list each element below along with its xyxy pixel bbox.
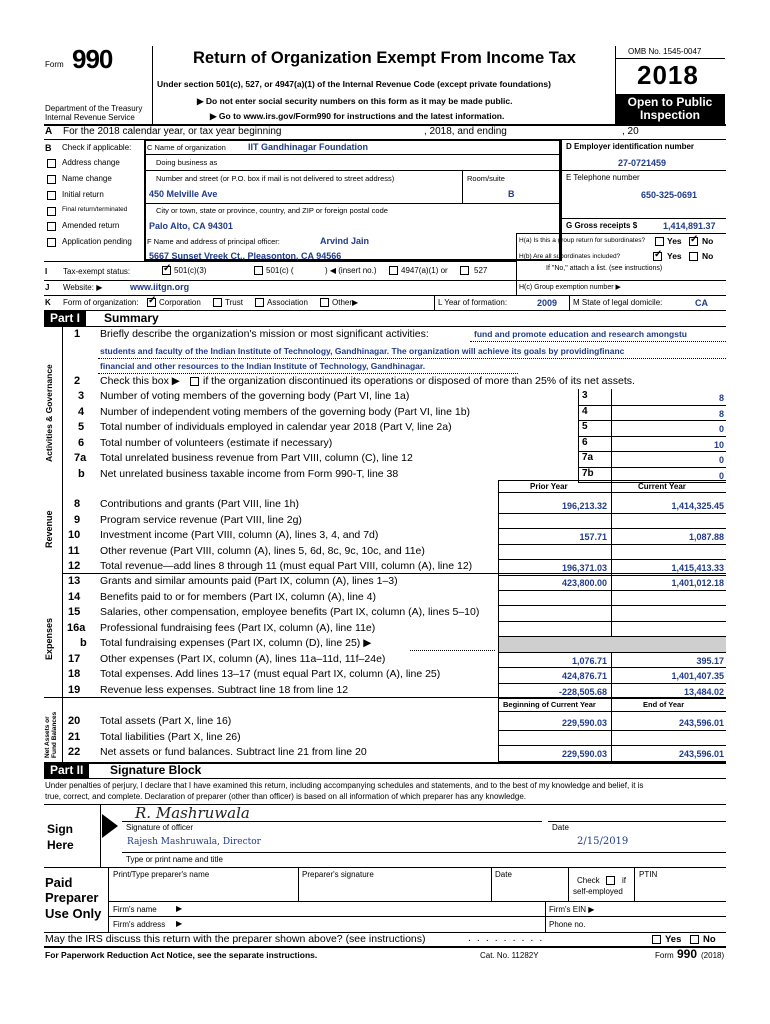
status-4947: 4947(a)(1) or <box>401 266 448 275</box>
self-employed-label: self-employed <box>573 887 623 896</box>
sign-date: 2/15/2019 <box>577 836 629 847</box>
preparer-name-label: Print/Type preparer's name <box>113 870 210 879</box>
h-a-yes-checkbox[interactable] <box>655 237 664 246</box>
status-501c3-checkbox[interactable] <box>162 266 171 275</box>
org-corporation: Corporation <box>159 298 201 307</box>
line-num: 21 <box>68 730 81 743</box>
website-value[interactable]: www.iitgn.org <box>130 282 190 292</box>
phone-no-label: Phone no. <box>549 920 586 929</box>
gov-line-num: b <box>78 467 85 480</box>
h-a-no: No <box>702 236 714 246</box>
h-b-no-checkbox[interactable] <box>689 252 698 261</box>
street-value: 450 Melville Ave <box>149 189 218 199</box>
irs-label: Internal Revenue Service <box>45 113 135 122</box>
dept-label: Department of the Treasury <box>45 104 143 113</box>
check-name-change-checkbox[interactable] <box>47 175 56 184</box>
part1-title: Summary <box>104 311 159 325</box>
line-text: Professional fundraising fees (Part IX, column (A), line 11e) <box>100 621 376 634</box>
gov-line-num: 4 <box>78 405 85 418</box>
gov-line-text: Total number of individuals employed in calendar year 2018 (Part V, line 2a) <box>100 421 452 433</box>
status-insert: ) ◀ (insert no.) <box>325 266 377 275</box>
city-value: Palo Alto, CA 94301 <box>149 221 233 231</box>
line-num: 19 <box>68 683 81 696</box>
org-other: Other▶ <box>332 298 359 307</box>
dba-label: Doing business as <box>156 158 218 167</box>
mission-line-2: students and faculty of the Indian Institute of Technology, Gandhinagar. The organization will achieve its goals by providingfinanc <box>100 346 625 356</box>
open-to-public-box <box>615 94 725 124</box>
check-final-return-terminated-checkbox[interactable] <box>47 207 56 216</box>
line-text: Program service revenue (Part VIII, line 2g) <box>100 513 302 526</box>
check-amended-return-checkbox[interactable] <box>47 222 56 231</box>
h-c-label: H(c) Group exemption number ▶ <box>519 284 621 291</box>
line-i-text: Tax-exempt status: <box>63 267 131 276</box>
org-trust-checkbox[interactable] <box>213 298 222 307</box>
h-a-label: H(a) Is this a group return for subordinates? <box>519 237 646 244</box>
ptin-label: PTIN <box>639 870 658 879</box>
line-num: b <box>80 637 87 649</box>
line-num: 22 <box>68 746 81 758</box>
gov-line-text: Number of independent voting members of the governing body (Part VI, line 1b) <box>100 405 471 418</box>
line-k-text: Form of organization: <box>63 298 139 307</box>
gov-line-num: 7a <box>74 452 87 464</box>
gov-line-value: 8 <box>718 408 724 419</box>
line-end-value: 243,596.01 <box>678 749 724 759</box>
paid-label: Paid <box>45 875 73 890</box>
line-text: Salaries, other compensation, employee benefits (Part IX, column (A), lines 5–10) <box>100 606 480 618</box>
line-num: 11 <box>68 544 80 557</box>
h-a-no-checkbox[interactable] <box>689 237 698 246</box>
tax-year: 2018 <box>637 60 699 90</box>
gov-line-value: 10 <box>713 439 724 450</box>
room-value: B <box>508 189 515 199</box>
sign-arrow-icon <box>100 806 122 866</box>
sign-label: Sign <box>47 822 73 836</box>
line-num: 18 <box>68 668 81 680</box>
line-num: 13 <box>68 575 81 587</box>
perjury-statement: Under penalties of perjury, I declare that I have examined this return, including accompanying schedules and statements, and to the best of my knowledge and belief, it is <box>45 781 644 790</box>
org-name-label: C Name of organization <box>147 143 226 152</box>
line-text: Total assets (Part X, line 16) <box>100 715 232 727</box>
part2-tab: Part II <box>44 763 89 778</box>
part1-tab: Part I <box>44 311 86 326</box>
h-b-label: H(b) Are all subordinates included? <box>519 253 621 260</box>
begin-year-header: Beginning of Current Year <box>503 700 596 709</box>
firm-address-label: Firm's address <box>113 920 166 929</box>
street-label: Number and street (or P.O. box if mail is not delivered to street address) <box>156 174 395 183</box>
gov-line-box: 7b <box>582 467 594 479</box>
line-k-label: K <box>45 298 51 307</box>
part2-title: Signature Block <box>110 763 202 777</box>
gross-receipts-value: 1,414,891.37 <box>663 221 716 231</box>
line-end-value: 243,596.01 <box>678 718 724 728</box>
line1-num: 1 <box>74 328 81 340</box>
line-i-label: I <box>45 267 48 276</box>
line-prior-value: -228,505.68 <box>558 686 607 697</box>
check-amended-return-label: Amended return <box>62 221 120 230</box>
form-number: 990 <box>72 44 113 74</box>
line2-num: 2 <box>74 375 81 387</box>
line-current-value: 13,484.02 <box>683 686 724 697</box>
officer-name-title: Rajesh Mashruwala, Director <box>127 837 261 847</box>
end-year-header: End of Year <box>643 700 685 709</box>
check-name-change-label: Name change <box>62 174 112 183</box>
check-address-change-label: Address change <box>62 158 120 167</box>
here-label: Here <box>47 838 74 852</box>
status-501c: 501(c) ( <box>266 266 294 275</box>
discuss-yes: Yes <box>665 934 682 945</box>
form-title: Return of Organization Exempt From Income Tax <box>193 49 576 67</box>
check-application-pending-label: Application pending <box>62 237 132 246</box>
gov-line-value: 0 <box>718 470 724 481</box>
status-527-checkbox[interactable] <box>460 266 469 275</box>
line-num: 16a <box>67 621 86 634</box>
line-text: Total liabilities (Part X, line 26) <box>100 730 241 743</box>
line-num: 15 <box>68 606 81 618</box>
line-current-value: 1,401,407.35 <box>671 671 724 681</box>
gov-line-text: Net unrelated business taxable income from Form 990-T, line 38 <box>100 467 399 480</box>
line-text: Total fundraising expenses (Part IX, column (D), line 25) ▶ <box>100 637 372 649</box>
open-line-2: Inspection <box>639 108 700 122</box>
state-domicile-value: CA <box>695 298 708 308</box>
line-j-text: Website: ▶ <box>63 283 103 292</box>
check-initial-return-checkbox[interactable] <box>47 191 56 200</box>
ssn-warning: ▶ Do not enter social security numbers on this form as it may be made public. <box>197 96 513 106</box>
line1-text: Briefly describe the organization's mission or most significant activities: <box>100 328 429 340</box>
h-b-yes-checkbox[interactable] <box>653 252 662 261</box>
perjury-statement-2: true, correct, and complete. Declaration of preparer (other than officer) is based on all information of which preparer has any knowledge. <box>45 792 526 801</box>
officer-label: F Name and address of principal officer: <box>147 237 280 246</box>
line-num: 20 <box>68 715 81 727</box>
signature-label: Signature of officer <box>126 823 194 832</box>
discuss-no-checkbox[interactable] <box>690 935 699 944</box>
line-text: Total expenses. Add lines 13–17 (must equal Part IX, column (A), line 25) <box>100 668 441 680</box>
section-b-label: B <box>45 143 52 153</box>
org-other-checkbox[interactable] <box>320 298 329 307</box>
prior-year-header: Prior Year <box>530 482 568 491</box>
gov-line-text: Total unrelated business revenue from Part VIII, column (C), line 12 <box>100 452 413 464</box>
h-b-no: No <box>702 251 714 261</box>
check-final-return-terminated-label: Final return/terminated <box>62 206 128 213</box>
footer-form-number: 990 <box>677 947 698 961</box>
line-text: Investment income (Part VIII, column (A), lines 3, 4, and 7d) <box>100 529 379 542</box>
line-num: 17 <box>68 652 81 665</box>
firm-name-arrow-icon: ▶ <box>176 904 183 913</box>
side-expenses: Expenses <box>44 617 54 660</box>
line-current-value: 1,087.88 <box>688 532 724 543</box>
omb-number: OMB No. 1545-0047 <box>628 47 702 56</box>
gov-line-num: 3 <box>78 390 85 402</box>
self-employed-if: if <box>622 876 626 885</box>
line-a-text: For the 2018 calendar year, or tax year beginning <box>63 126 282 137</box>
catalog-number: Cat. No. 11282Y <box>480 951 539 960</box>
firm-address-arrow-icon: ▶ <box>176 919 183 928</box>
h-a-yes: Yes <box>667 236 682 246</box>
gov-line-box: 6 <box>582 436 588 448</box>
phone-value: 650-325-0691 <box>641 190 698 200</box>
officer-address: 5667 Sunset Vreek Ct., Pleasonton, CA 94566 <box>149 251 342 261</box>
line-text: Contributions and grants (Part VIII, line 1h) <box>100 498 300 510</box>
check-address-change-checkbox[interactable] <box>47 159 56 168</box>
gov-line-value: 0 <box>718 424 724 434</box>
discuss-leader: ......... <box>468 932 549 944</box>
ein-label: D Employer identification number <box>566 142 695 151</box>
mission-line-3: financial and other resources to the Indian Institute of Technology, Gandhinagar. <box>100 361 426 371</box>
officer-signature: R. Mashruwala <box>135 804 250 822</box>
form-subtitle: Under section 501(c), 527, or 4947(a)(1) of the Internal Revenue Code (except private foundations) <box>157 79 551 89</box>
gov-line-box: 4 <box>582 405 588 417</box>
line-a-mid: , 2018, and ending <box>424 126 507 137</box>
line-prior-value: 424,876.71 <box>561 671 607 681</box>
ein-value: 27-0721459 <box>618 158 667 168</box>
line-prior-value: 1,076.71 <box>571 655 607 666</box>
status-527: 527 <box>474 266 488 275</box>
line-a-end: , 20 <box>622 126 639 137</box>
org-corporation-checkbox[interactable] <box>147 298 156 307</box>
line-current-value: 1,415,413.33 <box>671 563 724 574</box>
gov-line-box: 7a <box>582 452 594 463</box>
org-trust: Trust <box>225 298 243 307</box>
line-num: 9 <box>74 513 81 526</box>
room-label: Room/suite <box>467 174 505 183</box>
phone-label: E Telephone number <box>566 173 640 182</box>
line-text: Net assets or fund balances. Subtract line 21 from line 20 <box>100 746 367 758</box>
form-word: Form <box>45 60 64 69</box>
line-prior-value: 157.71 <box>579 532 607 543</box>
line-text: Grants and similar amounts paid (Part IX, column (A), lines 1–3) <box>100 575 398 587</box>
footer-form-word: Form <box>655 951 674 960</box>
line-text: Other revenue (Part VIII, column (A), lines 5, 6d, 8c, 9c, 10c, and 11e) <box>100 544 425 557</box>
paperwork-notice: For Paperwork Reduction Act Notice, see the separate instructions. <box>45 950 318 960</box>
discuss-yes-checkbox[interactable] <box>652 935 661 944</box>
side-revenue: Revenue <box>44 510 54 548</box>
line-text: Revenue less expenses. Subtract line 18 from line 12 <box>100 683 349 696</box>
line-current-value: 1,414,325.45 <box>671 501 724 511</box>
instructions-note: ▶ Go to www.irs.gov/Form990 for instructions and the latest information. <box>210 111 505 121</box>
gov-line-value: 8 <box>718 393 724 403</box>
org-association: Association <box>267 298 308 307</box>
org-association-checkbox[interactable] <box>255 298 264 307</box>
status-4947-checkbox[interactable] <box>389 266 398 275</box>
line-j-label: J <box>45 283 50 292</box>
line-begin-value: 229,590.03 <box>561 718 607 728</box>
side-activities-governance: Activities & Governance <box>44 364 54 462</box>
firm-ein-label: Firm's EIN ▶ <box>549 905 595 914</box>
line-num: 10 <box>68 529 81 542</box>
line-text: Other expenses (Part IX, column (A), lines 11a–11d, 11f–24e) <box>100 652 386 665</box>
line-a-label: A <box>45 126 53 137</box>
line-num: 14 <box>68 590 81 603</box>
gov-line-text: Number of voting members of the governing body (Part VI, line 1a) <box>100 390 410 402</box>
side-net-assets: Net Assets or Fund Balances <box>44 711 58 758</box>
firm-name-label: Firm's name <box>113 905 157 914</box>
line-current-value: 1,401,012.18 <box>671 578 724 588</box>
year-formation-value: 2009 <box>537 298 558 308</box>
line-text: Benefits paid to or for members (Part IX, column (A), line 4) <box>100 590 377 603</box>
state-domicile-label: M State of legal domicile: <box>573 298 663 307</box>
line-current-value: 395.17 <box>696 655 724 666</box>
line-prior-value: 196,371.03 <box>561 563 607 574</box>
gross-receipts-label: G Gross receipts $ <box>566 221 638 230</box>
section-b-title: Check if applicable: <box>62 143 132 152</box>
discontinued-checkbox[interactable] <box>190 377 199 386</box>
use-only-label: Use Only <box>45 906 102 921</box>
gov-line-text: Total number of volunteers (estimate if necessary) <box>100 436 333 449</box>
gov-line-box: 3 <box>582 390 588 401</box>
year-formation-label: L Year of formation: <box>438 298 508 307</box>
discuss-question: May the IRS discuss this return with the preparer shown above? (see instructions) <box>45 933 426 945</box>
line-num: 8 <box>74 498 81 510</box>
check-initial-return-label: Initial return <box>62 190 104 199</box>
type-name-label: Type or print name and title <box>126 855 223 864</box>
line-prior-value: 196,213.32 <box>561 501 607 511</box>
self-employed-check: Check <box>577 876 600 885</box>
gov-line-box: 5 <box>582 421 588 432</box>
line2-text-2: if the organization discontinued its operations or disposed of more than 25% of its net assets. <box>203 375 635 387</box>
line16b-shaded <box>499 637 726 652</box>
gov-line-num: 5 <box>78 421 85 433</box>
city-label: City or town, state or province, country, and ZIP or foreign postal code <box>156 206 388 215</box>
mission-line-1: fund and promote education and research amongstu <box>474 329 687 339</box>
status-501c-checkbox[interactable] <box>254 266 263 275</box>
discuss-no: No <box>703 934 716 945</box>
preparer-signature-label: Preparer's signature <box>302 870 374 879</box>
self-employed-checkbox[interactable] <box>606 876 615 885</box>
officer-name: Arvind Jain <box>320 236 370 246</box>
h-b-yes: Yes <box>667 251 682 261</box>
gov-line-value: 0 <box>718 455 724 465</box>
preparer-label: Preparer <box>45 890 99 905</box>
line-num: 12 <box>68 560 81 573</box>
status-501c3: 501(c)(3) <box>174 266 207 275</box>
footer-form-year: (2018) <box>701 951 725 960</box>
org-name: IIT Gandhinagar Foundation <box>248 142 368 152</box>
open-line-1: Open to Public <box>627 95 713 109</box>
line-text: Total revenue—add lines 8 through 11 (must equal Part VIII, column (A), line 12) <box>100 560 473 573</box>
gov-line-num: 6 <box>78 436 85 449</box>
check-application-pending-checkbox[interactable] <box>47 238 56 247</box>
line-prior-value: 423,800.00 <box>561 578 607 588</box>
line2-text: Check this box ▶ <box>100 375 180 387</box>
h-b-note: If "No," attach a list. (see instructions) <box>546 265 663 272</box>
current-year-header: Current Year <box>638 482 686 491</box>
line-begin-value: 229,590.03 <box>561 749 607 759</box>
preparer-date-label: Date <box>495 870 512 879</box>
sign-date-label: Date <box>552 823 569 832</box>
